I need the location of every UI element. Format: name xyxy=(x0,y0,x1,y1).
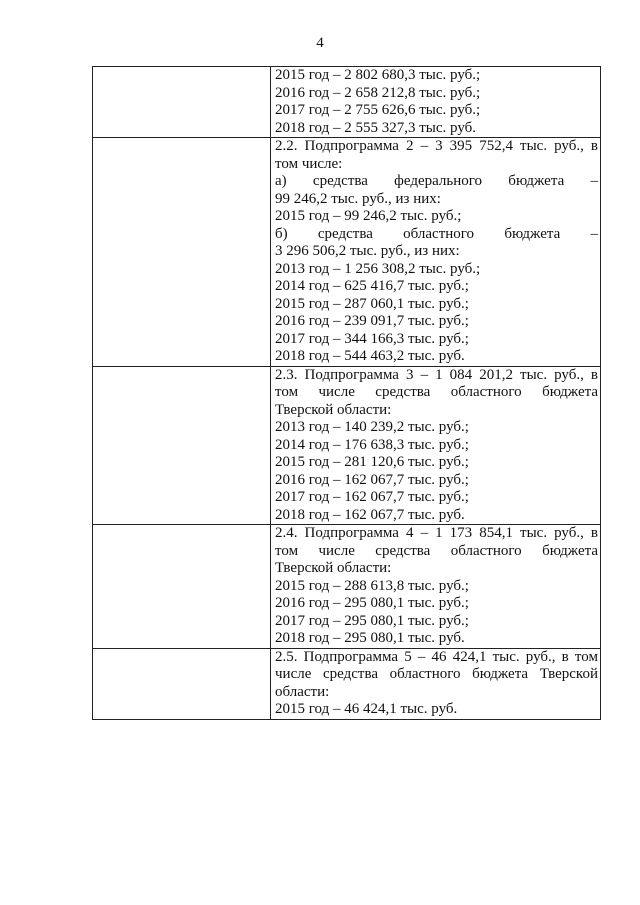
text-line: 2014 год – 176 638,3 тыс. руб.; xyxy=(275,436,469,453)
text-line: том числе средства областного бюджета xyxy=(275,384,598,400)
table-cell-left xyxy=(93,138,271,367)
funding-table xyxy=(92,66,601,720)
funding-text xyxy=(271,138,600,366)
text-line: 2.4. Подпрограмма 4 – 1 173 854,1 тыс. руб., в xyxy=(275,525,598,541)
text-line: 2013 год – 1 256 308,2 тыс. руб.; xyxy=(275,260,481,277)
funding-table-body xyxy=(93,67,601,720)
table-cell-left xyxy=(93,366,271,525)
text-line: 2015 год – 281 120,6 тыс. руб.; xyxy=(275,454,469,470)
funding-text xyxy=(271,649,600,719)
text-line: 2017 год – 344 166,3 тыс. руб.; xyxy=(275,330,469,347)
text-line: 2016 год – 239 091,7 тыс. руб.; xyxy=(275,313,469,329)
text-line: 2.2. Подпрограмма 2 – 3 395 752,4 тыс. руб., в xyxy=(275,138,598,154)
text-line: 2018 год – 295 080,1 тыс. руб. xyxy=(275,630,465,646)
table-cell-left xyxy=(93,648,271,719)
page-number: 4 xyxy=(316,35,324,51)
text-line: 2016 год – 2 658 212,8 тыс. руб.; xyxy=(275,84,481,101)
text-line: 2014 год – 625 416,7 тыс. руб.; xyxy=(275,278,469,294)
text-line: 2015 год – 288 613,8 тыс. руб.; xyxy=(275,577,469,594)
text-line: том числе средства областного бюджета xyxy=(275,542,598,559)
text-line: 2.5. Подпрограмма 5 – 46 424,1 тыс. руб., в том xyxy=(275,648,598,665)
table-cell-right xyxy=(271,366,601,525)
text-line: 2017 год – 162 067,7 тыс. руб.; xyxy=(275,489,469,505)
table-row xyxy=(93,366,601,525)
text-line: 2018 год – 162 067,7 тыс. руб. xyxy=(275,506,465,523)
text-line: 2016 год – 162 067,7 тыс. руб.; xyxy=(275,471,469,488)
funding-text xyxy=(271,367,600,525)
table-row xyxy=(93,138,601,367)
table-row xyxy=(93,648,601,719)
text-line: Тверской области: xyxy=(275,560,392,576)
funding-text xyxy=(271,67,600,137)
text-line: 2013 год – 140 239,2 тыс. руб.; xyxy=(275,419,469,435)
table-cell-right xyxy=(271,648,601,719)
text-line: том числе: xyxy=(275,155,343,172)
text-line: 2015 год – 99 246,2 тыс. руб.; xyxy=(275,208,462,224)
table-cell-right xyxy=(271,525,601,649)
table-cell-right xyxy=(271,67,601,138)
text-line: а) средства федерального бюджета – xyxy=(275,173,598,189)
text-line: 2015 год – 2 802 680,3 тыс. руб.; xyxy=(275,67,481,83)
text-line: 2.3. Подпрограмма 3 – 1 084 201,2 тыс. руб., в xyxy=(275,366,598,383)
text-line: области: xyxy=(275,683,330,700)
text-line: 2015 год – 46 424,1 тыс. руб. xyxy=(275,701,458,717)
text-line: 2016 год – 295 080,1 тыс. руб.; xyxy=(275,595,469,611)
text-line: 2015 год – 287 060,1 тыс. руб.; xyxy=(275,295,469,312)
text-line: 2017 год – 2 755 626,6 тыс. руб.; xyxy=(275,102,481,118)
text-line: 2018 год – 2 555 327,3 тыс. руб. xyxy=(275,119,477,136)
text-line: числе средства областного бюджета Тверской xyxy=(275,666,598,682)
table-row xyxy=(93,525,601,649)
table-cell-left xyxy=(93,525,271,649)
table-cell-left xyxy=(93,67,271,138)
text-line: 3 296 506,2 тыс. руб., из них: xyxy=(275,243,460,259)
text-line: 99 246,2 тыс. руб., из них: xyxy=(275,190,441,207)
text-line: 2018 год – 544 463,2 тыс. руб. xyxy=(275,348,465,364)
text-line: Тверской области: xyxy=(275,401,392,418)
funding-text xyxy=(271,525,600,648)
table-row xyxy=(93,67,601,138)
table-cell-right xyxy=(271,138,601,367)
text-line: б) средства областного бюджета – xyxy=(275,225,598,242)
text-line: 2017 год – 295 080,1 тыс. руб.; xyxy=(275,612,469,629)
